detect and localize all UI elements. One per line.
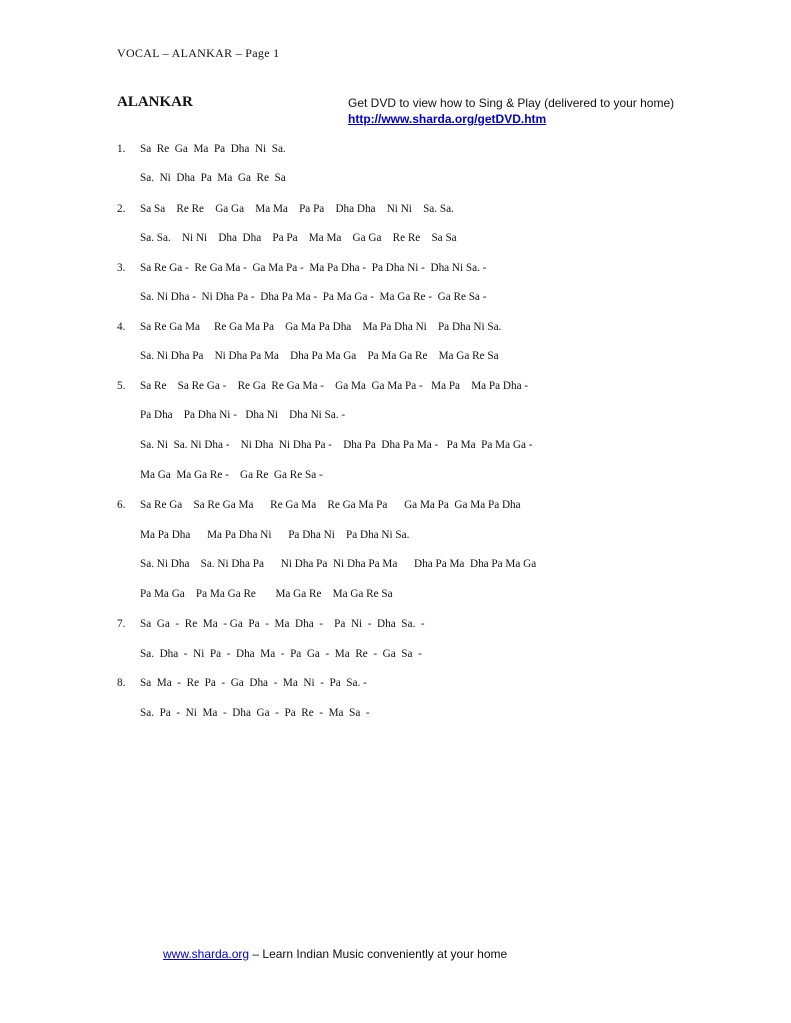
dvd-promo-text: Get DVD to view how to Sing & Play (delivered to your home) — [348, 96, 675, 110]
exercise-number: 1. — [117, 143, 126, 155]
page-title: ALANKAR — [117, 94, 193, 110]
exercise-number: 8. — [117, 677, 126, 689]
footer-text: – Learn Indian Music conveniently at your home — [249, 947, 508, 961]
exercise-line: Sa. Pa - Ni Ma - Dha Ga - Pa Re - Ma Sa - — [140, 707, 370, 719]
exercise-line: Sa Re Sa Re Ga - Re Ga Re Ga Ma - Ga Ma Ga Ma Pa - Ma Pa Ma Pa Dha - — [140, 380, 529, 392]
exercise-number: 4. — [117, 321, 126, 333]
exercise-line: Sa Ma - Re Pa - Ga Dha - Ma Ni - Pa Sa. - — [140, 677, 367, 689]
exercise-line: Sa. Sa. Ni Ni Dha Dha Pa Pa Ma Ma Ga Ga Re Re Sa Sa — [140, 232, 457, 244]
exercise-number: 7. — [117, 618, 126, 630]
exercise-line: Sa. Ni Dha Sa. Ni Dha Pa Ni Dha Pa Ni Dha Pa Ma Dha Pa Ma Dha Pa Ma Ga — [140, 558, 537, 570]
dvd-link[interactable]: http://www.sharda.org/getDVD.htm — [348, 112, 547, 126]
exercise-line: Sa. Dha - Ni Pa - Dha Ma - Pa Ga - Ma Re - Ga Sa - — [140, 648, 422, 660]
exercise-line: Sa Re Ga Sa Re Ga Ma Re Ga Ma Re Ga Ma Pa Ga Ma Pa Ga Ma Pa Dha — [140, 499, 521, 511]
exercise-line: Sa. Ni Dha Pa Ma Ga Re Sa — [140, 172, 286, 184]
exercise-line: Sa Re Ga Ma Re Ga Ma Pa Ga Ma Pa Dha Ma Pa Dha Ni Pa Dha Ni Sa. — [140, 321, 502, 333]
dvd-promo — [348, 95, 674, 127]
exercise-line: Sa Re Ga - Re Ga Ma - Ga Ma Pa - Ma Pa Dha - Pa Dha Ni - Dha Ni Sa. - — [140, 262, 487, 274]
exercise-line: Sa. Ni Sa. Ni Dha - Ni Dha Ni Dha Pa - Dha Pa Dha Pa Ma - Pa Ma Pa Ma Ga - — [140, 439, 533, 451]
exercise-line: Sa Ga - Re Ma - Ga Pa - Ma Dha - Pa Ni - Dha Sa. - — [140, 618, 425, 630]
exercise-line: Sa. Ni Dha - Ni Dha Pa - Dha Pa Ma - Pa Ma Ga - Ma Ga Re - Ga Re Sa - — [140, 291, 487, 303]
exercise-number: 3. — [117, 262, 126, 274]
page-footer — [163, 947, 507, 961]
exercise-line: Ma Pa Dha Ma Pa Dha Ni Pa Dha Ni Pa Dha Ni Sa. — [140, 529, 410, 541]
exercise-number: 6. — [117, 499, 126, 511]
exercise-number: 5. — [117, 380, 126, 392]
exercise-line: Sa Sa Re Re Ga Ga Ma Ma Pa Pa Dha Dha Ni Ni Sa. Sa. — [140, 203, 454, 215]
exercise-line: Pa Dha Pa Dha Ni - Dha Ni Dha Ni Sa. - — [140, 409, 346, 421]
exercise-line: Pa Ma Ga Pa Ma Ga Re Ma Ga Re Ma Ga Re Sa — [140, 588, 393, 600]
exercise-number: 2. — [117, 203, 126, 215]
exercise-line: Sa. Ni Dha Pa Ni Dha Pa Ma Dha Pa Ma Ga Pa Ma Ga Re Ma Ga Re Sa — [140, 350, 499, 362]
running-head: VOCAL – ALANKAR – Page 1 — [117, 46, 280, 60]
footer-link[interactable]: www.sharda.org — [163, 947, 250, 961]
exercise-line: Ma Ga Ma Ga Re - Ga Re Ga Re Sa - — [140, 469, 323, 481]
exercise-line: Sa Re Ga Ma Pa Dha Ni Sa. — [140, 143, 286, 155]
